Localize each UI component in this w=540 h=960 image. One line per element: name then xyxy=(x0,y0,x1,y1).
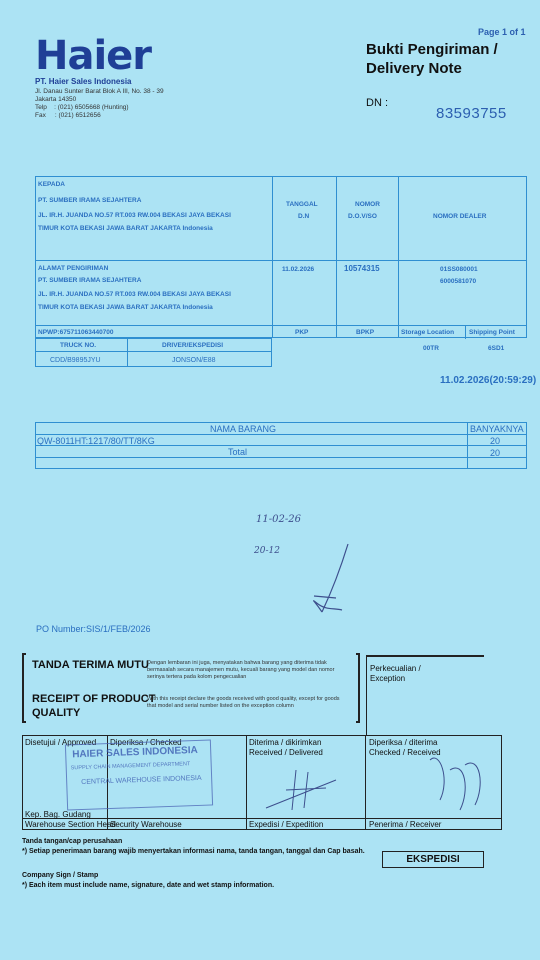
company-sign-label: Company Sign / Stamp xyxy=(22,872,99,879)
receipt-bracket-right xyxy=(356,653,360,723)
exception-label: Perkecualian / Exception xyxy=(370,664,421,683)
total-value: 20 xyxy=(490,448,501,458)
security-label: Security Warehouse xyxy=(110,820,182,829)
handwritten-time: 20-12 xyxy=(254,546,280,556)
approved-label: Disetujui / Approved xyxy=(25,738,97,747)
received-delivered-line1: Diterima / dikirimkan xyxy=(249,738,322,747)
driver-label: DRIVER/EKSPEDISI xyxy=(162,342,224,349)
nomor-label: NOMOR xyxy=(355,201,380,208)
company-name: PT. Haier Sales Indonesia xyxy=(35,77,132,86)
company-fax: Fax : (021) 6512656 xyxy=(35,112,101,119)
receipt-text: With this receipt declare the goods received with good quality, except for goods that model and serial number listed on the exception column xyxy=(147,696,340,709)
receipt-title-line1: RECEIPT OF PRODUCT xyxy=(32,693,156,705)
receiver-signature xyxy=(410,740,500,820)
company-address-line1: Jl. Danau Sunter Barat Blok A III, No. 38 - 39 xyxy=(35,88,164,95)
expedisi-label: Expedisi / Expedition xyxy=(249,820,324,829)
company-note: *) Each item must include name, signature, date and wet stamp information. xyxy=(22,882,275,889)
pkp-label: PKP xyxy=(295,329,309,336)
storage-location-label: Storage Location xyxy=(401,329,455,336)
col-banyaknya: BANYAKNYA xyxy=(470,424,524,434)
truck-label: TRUCK NO. xyxy=(60,342,97,349)
head-label-line1: Kep. Bag. Gudang xyxy=(25,810,91,819)
checked-received-line2: Checked / Received xyxy=(369,748,441,757)
warehouse-stamp xyxy=(65,739,213,810)
head-label-line2: Warehouse Section Head xyxy=(25,820,116,829)
receipt-bracket-left xyxy=(22,653,26,723)
item-qty: 20 xyxy=(490,436,501,446)
dealer-value2: 6000581070 xyxy=(440,278,477,285)
stamp-title: Tanda tangan/cap perusahaan xyxy=(22,838,123,845)
ekspedisi-box: EKSPEDISI xyxy=(382,851,484,868)
dn-number: 83593755 xyxy=(436,105,507,122)
handwritten-signature xyxy=(300,540,360,620)
handwritten-date: 11-02-26 xyxy=(256,514,301,525)
recipient-address-line2: TIMUR KOTA BEKASI JAWA BARAT JAKARTA Indonesia xyxy=(38,225,213,232)
penerima-label: Penerima / Receiver xyxy=(369,820,442,829)
truck-value: CDD/B9895JYU xyxy=(50,357,101,364)
tanggal-sub: D.N xyxy=(298,213,310,220)
doc-title-line2: Delivery Note xyxy=(366,60,462,77)
stamp-line2: SUPPLY CHAIN MANAGEMENT DEPARTMENT xyxy=(70,761,191,772)
company-phone: Telp : (021) 6505668 (Hunting) xyxy=(35,104,129,111)
storage-value: 00TR xyxy=(423,345,439,352)
shipping-value: 6SD1 xyxy=(488,345,505,352)
bpkp-label: BPKP xyxy=(356,329,375,336)
checked-label: Diperiksa / Checked xyxy=(110,738,182,747)
dealer-label: NOMOR DEALER xyxy=(433,213,487,220)
tanggal-label: TANGGAL xyxy=(286,201,318,208)
recipient-address-line1: JL. IR.H. JUANDA NO.57 RT.003 RW.004 BEKASI JAYA BEKASI xyxy=(38,212,231,219)
receipt-title-line2: QUALITY xyxy=(32,707,81,719)
received-delivered-line2: Received / Delivered xyxy=(249,748,323,757)
haier-logo: Haier xyxy=(35,33,152,79)
recipient-name: PT. SUMBER IRAMA SEJAHTERA xyxy=(38,197,142,204)
doc-title-line1: Bukti Pengiriman / xyxy=(366,41,498,58)
alamat-label: ALAMAT PENGIRIMAN xyxy=(38,265,109,272)
npwp: NPWP:675711063440700 xyxy=(38,329,114,336)
expedition-signature xyxy=(256,760,356,820)
shipping-point-label: Shipping Point xyxy=(469,329,515,336)
driver-value: JONSON/E88 xyxy=(172,357,216,364)
checked-received-line1: Diperiksa / diterima xyxy=(369,738,438,747)
stamp-line3: CENTRAL WAREHOUSE INDONESIA xyxy=(81,774,202,787)
ship-address-line1: JL. IR.H. JUANDA NO.57 RT.003 RW.004 BEKASI JAYA BEKASI xyxy=(38,291,231,298)
ship-address-line2: TIMUR KOTA BEKASI JAWA BARAT JAKARTA Indonesia xyxy=(38,304,213,311)
stamp-note: *) Setiap penerimaan barang wajib menyertakan informasi nama, tanda tangan, tanggal dan Cap basah. xyxy=(22,848,365,855)
print-timestamp: 11.02.2026(20:59:29) xyxy=(440,375,537,386)
tanda-terima-text: Dengan lembaran ini juga, menyatakan bahwa barang yang diterima tidak bermasalah secara manajemen mutu, kecuali barang yang model dan nomor serinya tertera pada kolom pengecualian xyxy=(147,660,335,680)
po-number: PO Number:SIS/1/FEB/2026 xyxy=(36,624,151,634)
tanda-terima-title: TANDA TERIMA MUTU xyxy=(32,659,149,671)
item-name: QW-8011HT:1217/80/TT/8KG xyxy=(37,436,155,446)
dn-label: DN : xyxy=(366,97,388,109)
page-indicator: Page 1 of 1 xyxy=(478,27,526,37)
dn-date: 11.02.2026 xyxy=(282,266,315,273)
ship-name: PT. SUMBER IRAMA SEJAHTERA xyxy=(38,277,142,284)
total-label: Total xyxy=(228,447,248,457)
nomor-value: 10574315 xyxy=(344,264,380,273)
dealer-value1: 01SS080001 xyxy=(440,266,478,273)
col-nama-barang: NAMA BARANG xyxy=(210,424,277,434)
stamp-line1: HAIER SALES INDONESIA xyxy=(72,744,198,761)
kepada-label: KEPADA xyxy=(38,181,65,188)
company-address-line2: Jakarta 14350 xyxy=(35,96,77,103)
nomor-sub: D.O.V/SO xyxy=(348,213,377,220)
